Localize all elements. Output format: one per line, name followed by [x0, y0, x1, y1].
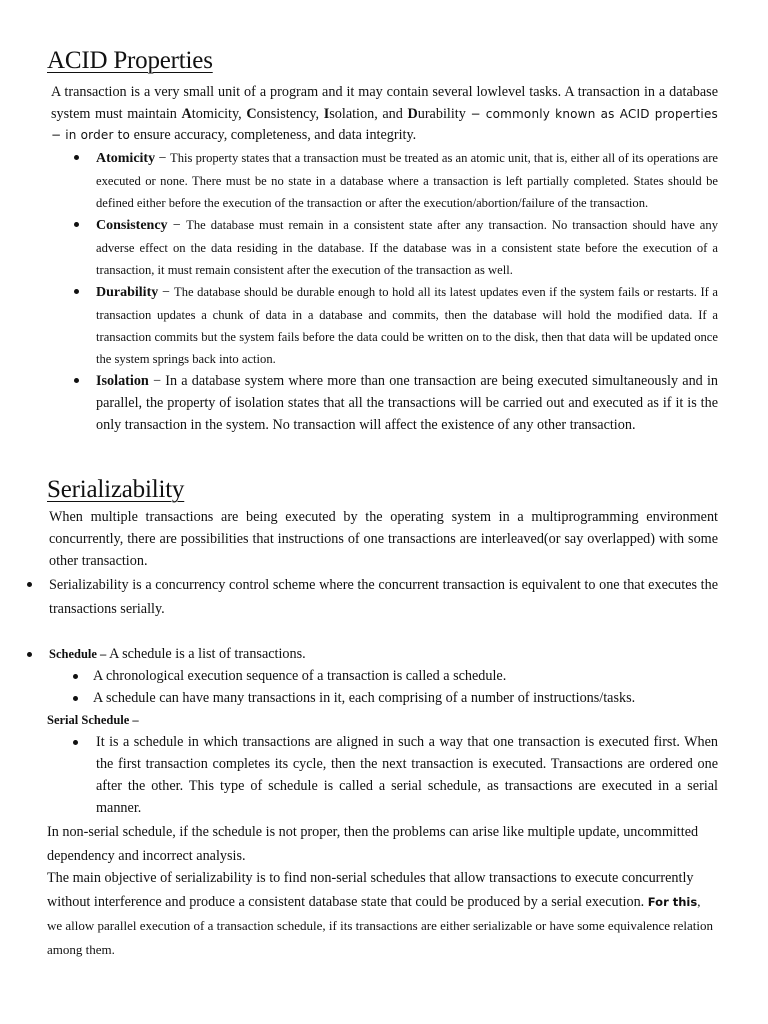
- definition-isolation: In a database system where more than one transaction are being executed simultaneously and in parallel, the property of isolation states that all the transactions will be carried out and executed as if it is the only transaction in the system. No transaction will affect the existence of any other transaction.: [96, 373, 718, 433]
- schedule-item: [49, 643, 718, 665]
- term-durability: Durability: [96, 285, 159, 300]
- definition-atomicity: This property states that a transaction must be treated as an atomic unit, that is, either all of its operations are executed or none. There must be no state in a database where a transaction is left partially completed. States should be defined either before the execution of the transaction or after the execution/abortion/failure of the transaction.: [96, 151, 718, 210]
- term-dash: −: [148, 373, 166, 389]
- definition-durability: The database should be durable enough to hold all its latest updates even if the system fails or restarts. If a transaction updates a chunk of data in a database and commits, then the database will hold the modified data. If a transaction commits but the system fails before the data could be written on to the disk, then that data will be updated once the system springs back into action.: [96, 285, 718, 366]
- bullet-icon: [27, 582, 32, 587]
- list-item-consistency: [96, 214, 718, 281]
- schedule-point-text: A schedule can have many transactions in it, each comprising of a number of instructions/tasks.: [93, 690, 636, 706]
- bullet-icon: [27, 652, 32, 657]
- term-atomicity: Atomicity: [96, 151, 156, 166]
- objective-text-end: , we allow parallel execution of a transaction schedule, if its transactions are either serializable or have some equivalence relation among them.: [47, 894, 713, 957]
- acid-intro-end: ensure accuracy, completeness, and data integrity.: [130, 127, 417, 144]
- schedule-sublist: [93, 665, 718, 709]
- atomicity-rest: tomicity,: [191, 105, 247, 122]
- atomicity-letter: A: [181, 105, 192, 122]
- durability-rest: urability: [417, 105, 471, 122]
- bullet-icon: [74, 378, 79, 383]
- serial-schedule-list: [96, 731, 718, 819]
- acid-properties-list: [96, 147, 718, 436]
- acid-heading: ACID Properties: [47, 47, 213, 74]
- serializability-definition-text: Serializability is a concurrency control scheme where the concurrent transaction is equivalent to one that executes the transactions serially.: [49, 577, 718, 617]
- list-item: [96, 731, 718, 819]
- bullet-icon: [73, 740, 78, 745]
- bullet-icon: [73, 674, 78, 679]
- non-serial-paragraph: In non-serial schedule, if the schedule is not proper, then the problems can arise like multiple update, uncommitted dependency and incorrect analysis.: [47, 824, 699, 864]
- serializability-definition-item: [49, 573, 718, 621]
- serial-schedule-label: Serial Schedule –: [47, 713, 139, 727]
- serial-schedule-text: It is a schedule in which transactions are aligned in such a way that one transaction is executed first. When the first transaction completes its cycle, then the next transaction is executed. Transactions are ordered one after the other. This type of schedule is called a serial schedule, as transactions are executed in a serial manner.: [96, 734, 718, 816]
- objective-text: The main objective of serializability is to find non-serial schedules that allow transactions to execute concurrently without interference and produce a consistent database state that could be produced by a serial execution.: [47, 870, 694, 910]
- schedule-label: Schedule –: [49, 647, 107, 661]
- objective-paragraph: [47, 867, 718, 962]
- bullet-icon: [74, 155, 79, 160]
- term-isolation: Isolation: [96, 373, 149, 389]
- bullet-icon: [73, 696, 78, 701]
- term-consistency: Consistency: [96, 218, 168, 233]
- consistency-letter: C: [246, 105, 257, 122]
- list-item: [93, 665, 718, 687]
- list-item: [93, 687, 718, 709]
- term-dash: −: [167, 218, 187, 233]
- serializability-heading: Serializability: [47, 476, 185, 503]
- acid-intro-sans-run: − commonly known as ACID properties − in order to: [51, 106, 718, 143]
- serializability-intro: When multiple transactions are being executed by the operating system in a multiprogramming environment concurrently, there are possibilities that instructions of one transactions are interleaved(or say overlapped) with some other transaction.: [49, 509, 718, 569]
- objective-for-this: For this: [647, 895, 698, 909]
- bullet-icon: [74, 289, 79, 294]
- definition-consistency: The database must remain in a consistent state after any transaction. No transaction should have any adverse effect on the data residing in the database. If the database was in a consistent state before the execution of a transaction, it must remain consistent after the execution of the transaction as well.: [96, 218, 718, 277]
- isolation-letter: I: [323, 105, 330, 122]
- isolation-rest: solation, and: [329, 105, 408, 122]
- schedule-text: A schedule is a list of transactions.: [106, 646, 306, 662]
- acid-intro-text: A transaction is a very small unit of a program and it may contain several lowlevel tasks. A transaction in a database system must maintain: [51, 84, 718, 122]
- durability-letter: D: [407, 105, 418, 122]
- list-item-isolation: [96, 370, 718, 436]
- list-item-durability: [96, 281, 718, 370]
- term-dash: −: [158, 285, 174, 300]
- list-item-atomicity: [96, 147, 718, 214]
- consistency-rest: onsistency,: [256, 105, 324, 122]
- term-dash: −: [155, 151, 171, 166]
- schedule-point-text: A chronological execution sequence of a transaction is called a schedule.: [93, 668, 507, 684]
- bullet-icon: [74, 222, 79, 227]
- acid-intro-paragraph: [51, 82, 718, 147]
